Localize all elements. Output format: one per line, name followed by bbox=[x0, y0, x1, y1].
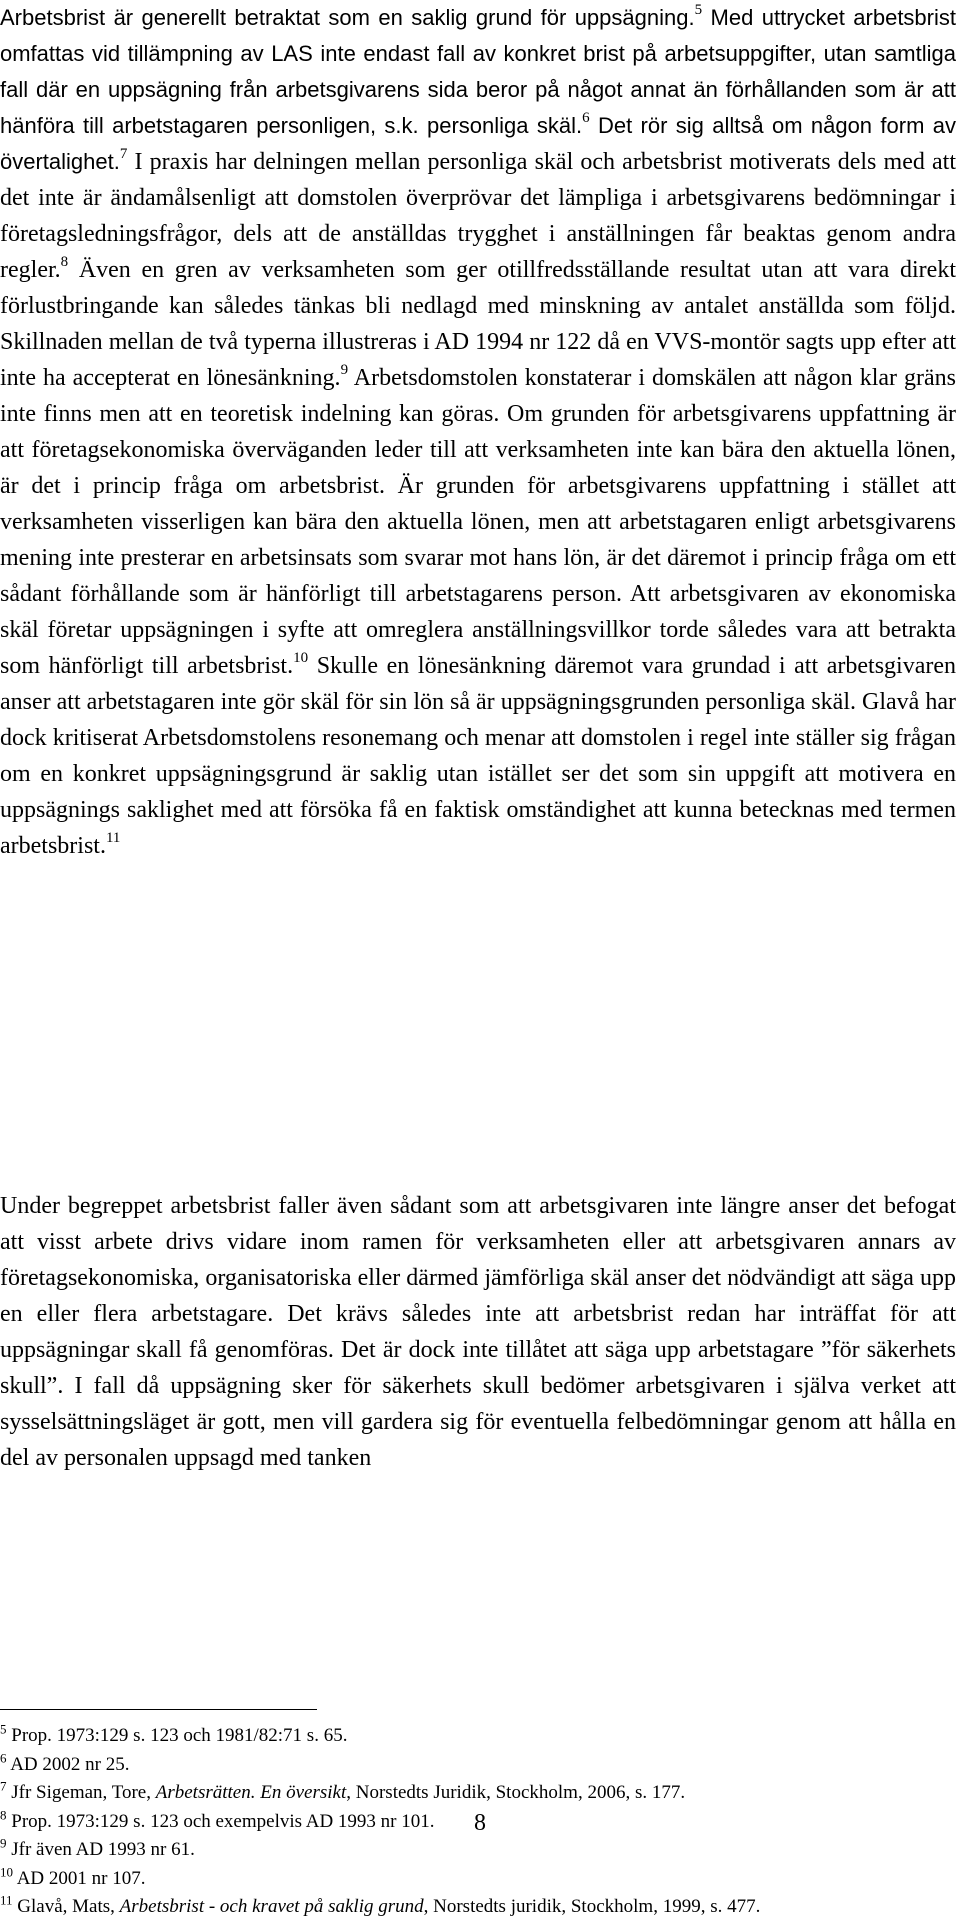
footnote-ref-7[interactable]: 7 bbox=[119, 146, 128, 162]
paragraph-text: Arbetsbrist är generellt betraktat som en saklig grund för uppsägning. bbox=[0, 5, 695, 30]
footnote-11 bbox=[0, 1893, 956, 1922]
footnote-text: Prop. 1973:129 s. 123 och 1981/82:71 s. 65. bbox=[11, 1725, 348, 1746]
footnote-6 bbox=[0, 1751, 956, 1780]
footnote-text: , Norstedts Juridik, Stockholm, 2006, s. 177. bbox=[346, 1782, 686, 1803]
footnote-ref-5[interactable]: 5 bbox=[694, 2, 703, 18]
paragraph-text: Det rör sig alltså om någon form av övertalighet. bbox=[0, 113, 956, 174]
footnote-text: AD 2001 nr 107. bbox=[16, 1867, 146, 1889]
body-paragraph-1 bbox=[0, 0, 956, 864]
footnote-number: 5 bbox=[0, 1721, 7, 1737]
footnote-number: 6 bbox=[0, 1750, 7, 1766]
paragraph-text: Även en gren av verksamheten som ger otillfredsställande resultat utan att vara direkt förlustbringande kan således tänkas bli nedlagd med minskning av antalet anställda som följd. Skillnaden mellan de två typerna illustreras i AD 1994 nr 122 då en VVS-montör sagts upp efter att inte ha accepterat en lönesänkning. bbox=[0, 257, 956, 391]
footnote-9 bbox=[0, 1836, 956, 1865]
footnote-book-title: Arbetsbrist - och kravet på saklig grund bbox=[119, 1896, 424, 1917]
paragraph-text: Skulle en lönesänkning däremot vara grundad i att arbetsgivaren anser att arbetstagaren inte gör skäl för sin lön så är uppsägningsgrunden personliga skäl. Glavå har dock kritiserat Arbetsdomstolens resonemang och menar att domstolen i regel inte ställer sig frågan om en konkret uppsägningsgrund är saklig utan istället ser det som sin uppgift att motivera en uppsägnings saklighet med att försöka få en faktisk omständighet att kunna betecknas med termen arbetsbrist. bbox=[0, 653, 957, 859]
footnote-number: 11 bbox=[0, 1892, 13, 1908]
footnote-text: Jfr Sigeman, Tore, bbox=[11, 1782, 156, 1803]
footnote-text: , Norstedts juridik, Stockholm, 1999, s. 477. bbox=[423, 1896, 761, 1917]
footnote-number: 10 bbox=[0, 1864, 13, 1880]
footnote-7 bbox=[0, 1779, 956, 1808]
footnote-ref-10[interactable]: 10 bbox=[293, 650, 309, 666]
footnote-ref-6[interactable]: 6 bbox=[582, 110, 590, 126]
body-paragraph-2: Under begreppet arbetsbrist faller även sådant som att arbetsgivaren inte längre anser det befogat att visst arbete drivs vidare inom ramen för verksamheten eller att arbetsgivaren annars av företagsekonomiska, organisatoriska eller därmed jämförliga skäl anser det nödvändigt att säga upp en eller flera arbetstagare. Det krävs således inte att arbetsbrist redan har inträffat för att uppsägningar skall få genomföras. Det är dock inte tillåtet att säga upp arbetstagare ”för säkerhets skull”. I fall då uppsägning sker för säkerhets skull bedömer arbetsgivaren i själva verket att sysselsättningsläget är gott, men vill gardera sig för eventuella felbedömningar genom att hålla en del av personalen uppsagd med tanken bbox=[0, 1193, 956, 1471]
footnote-number: 9 bbox=[0, 1835, 7, 1851]
footnote-text: Prop. 1973:129 s. 123 och exempelvis AD 1993 nr 101. bbox=[11, 1810, 435, 1832]
paragraph-text: Med uttrycket arbetsbrist omfattas vid tillämpning av LAS inte endast fall av konkret brist på arbetsuppgifter, utan samtliga fall där en uppsägning från arbetsgivarens sida beror på något annat än förhållanden som är att hänföra till arbetstagaren personligen, s.k. personliga skäl. bbox=[0, 5, 956, 138]
paragraph-text: I praxis har delningen mellan personliga skäl och arbetsbrist motiverats dels med att det inte är ändamålsenligt att domstolen överprövar det lämpliga i arbetsgivarens bedömningar i företagsledningsfrågor, dels att de anställdas trygghet i anställningen får beaktas genom andra regler. bbox=[0, 149, 956, 283]
footnote-number: 8 bbox=[0, 1807, 7, 1823]
footnote-10 bbox=[0, 1865, 956, 1894]
footnote-text: AD 2002 nr 25. bbox=[10, 1753, 130, 1775]
footnote-separator bbox=[0, 1709, 317, 1710]
footnote-5 bbox=[0, 1722, 956, 1751]
footnote-ref-8[interactable]: 8 bbox=[60, 254, 69, 270]
page-number: 8 bbox=[474, 1810, 486, 1836]
footnote-number: 7 bbox=[0, 1778, 7, 1794]
footnote-ref-11[interactable]: 11 bbox=[105, 830, 121, 846]
footnote-text: Jfr även AD 1993 nr 61. bbox=[11, 1839, 195, 1860]
footnote-book-title: Arbetsrätten. En översikt bbox=[155, 1782, 347, 1803]
paragraph-text: Arbetsdomstolen konstaterar i domskälen att någon klar gräns inte finns men att en teoretisk indelning kan göras. Om grunden för arbetsgivarens uppfattning är att företagsekonomiska överväganden leder till att verksamheten inte kan bära den aktuella lönen, är det i princip fråga om arbetsbrist. Är grunden för arbetsgivarens uppfattning i stället att verksamheten visserligen kan bära den aktuella lönen, men att arbetstagaren enligt arbetsgivarens mening inte presterar en arbetsinsats som svarar mot hans lön, är det däremot i princip fråga om ett sådant förhållande som är hänförligt till arbetstagarens person. Att arbetsgivaren av ekonomiska skäl företar uppsägningen i syfte att omreglera anställningsvillkor torde således vara att betrakta som hänförligt till arbetsbrist. bbox=[0, 365, 957, 679]
footnote-text: Glavå, Mats, bbox=[17, 1896, 120, 1917]
footnote-ref-9[interactable]: 9 bbox=[340, 362, 349, 378]
